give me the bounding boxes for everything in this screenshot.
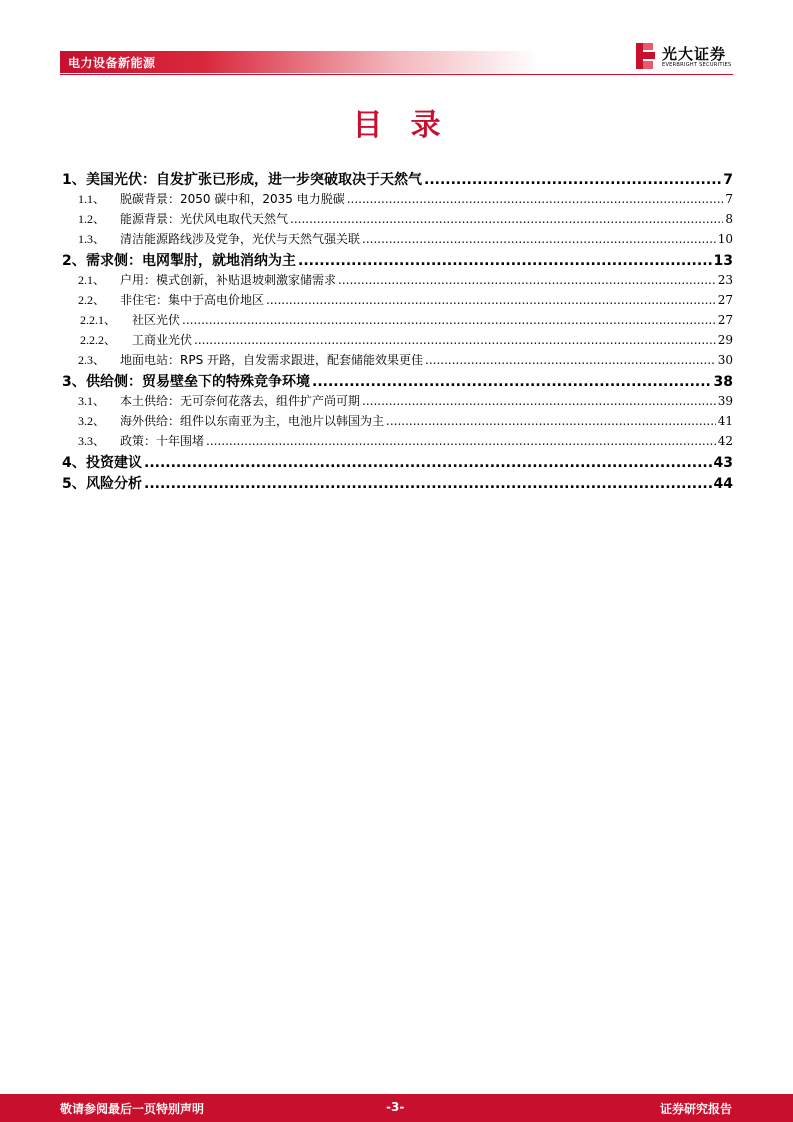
logo-chinese-name: 光大证券: [662, 45, 727, 63]
toc-entry[interactable]: [60, 452, 733, 473]
toc-entry[interactable]: [60, 250, 733, 271]
toc-entry-number: 5、: [62, 476, 86, 492]
toc-entry-number: 4、: [62, 455, 86, 471]
toc-entry-title: 社区光伏: [132, 313, 181, 327]
toc-entry-number: 1.1、: [78, 192, 106, 206]
toc-entry[interactable]: [60, 230, 733, 250]
toc-entry[interactable]: [60, 331, 733, 351]
toc-entry-title: 投资建议: [86, 455, 142, 471]
toc-entry[interactable]: [60, 432, 733, 452]
toc-entry-page: 7: [723, 172, 733, 188]
toc-entry-page: 23: [717, 273, 733, 287]
toc-entry[interactable]: [60, 351, 733, 371]
toc-entry-number: 2.2.2、: [80, 333, 117, 347]
toc-entry-title: 本土供给：无可奈何花落去，组件扩产尚可期: [120, 394, 361, 408]
toc-leader-dots: [338, 273, 716, 287]
toc-entry-number: 2.3、: [78, 353, 106, 367]
toc-entry-number: 2.1、: [78, 273, 106, 287]
toc-entry-title: 供给侧：贸易壁垒下的特殊竞争环境: [86, 374, 310, 390]
table-of-contents: [60, 169, 733, 494]
toc-entry-page: 29: [717, 333, 733, 347]
toc-entry-title: 地面电站：RPS 开路，自发需求跟进，配套储能效果更佳: [120, 353, 424, 367]
logo-mark-icon: [634, 42, 656, 70]
toc-entry-page: 38: [713, 374, 733, 390]
toc-entry-number: 3.3、: [78, 434, 106, 448]
toc-leader-dots: [298, 253, 712, 269]
toc-entry-page: 41: [717, 414, 733, 428]
toc-leader-dots: [386, 414, 716, 428]
toc-entry-page: 7: [725, 192, 733, 206]
toc-entry-number: 3.2、: [78, 414, 106, 428]
header-divider: [60, 74, 733, 75]
toc-leader-dots: [425, 353, 716, 367]
toc-leader-dots: [362, 232, 716, 246]
toc-leader-dots: [182, 313, 716, 327]
toc-entry[interactable]: [60, 473, 733, 494]
toc-entry-page: 27: [717, 293, 733, 307]
toc-leader-dots: [362, 394, 716, 408]
toc-entry[interactable]: [60, 392, 733, 412]
toc-entry-title: 需求侧：电网掣肘，就地消纳为主: [86, 253, 296, 269]
section-tag: [60, 51, 540, 73]
toc-entry-title: 清洁能源路线涉及党争，光伏与天然气强关联: [120, 232, 361, 246]
toc-entry-title: 非住宅：集中于高电价地区: [120, 293, 265, 307]
toc-entry-number: 1.2、: [78, 212, 106, 226]
toc-entry-page: 30: [717, 353, 733, 367]
toc-entry-title: 户用：模式创新，补贴退坡刺激家储需求: [120, 273, 337, 287]
toc-entry-number: 2.2.1、: [80, 313, 117, 327]
toc-leader-dots: [347, 192, 724, 206]
toc-entry-title: 脱碳背景：2050 碳中和，2035 电力脱碳: [120, 192, 345, 206]
footer-disclaimer: 敬请参阅最后一页特别声明: [60, 1102, 205, 1116]
toc-entry-page: 42: [717, 434, 733, 448]
company-logo: [634, 42, 734, 72]
footer-page-number: -3-: [386, 1100, 405, 1114]
toc-leader-dots: [144, 455, 712, 471]
toc-entry[interactable]: [60, 169, 733, 190]
toc-leader-dots: [206, 434, 716, 448]
toc-entry-page: 10: [717, 232, 733, 246]
toc-entry[interactable]: [60, 311, 733, 331]
toc-entry-number: 3.1、: [78, 394, 106, 408]
section-tag-label: 电力设备新能源: [68, 56, 156, 70]
toc-entry-number: 2、: [62, 253, 86, 269]
logo-english-name: EVERBRIGHT SECURITIES: [662, 62, 732, 68]
toc-entry-number: 1.3、: [78, 232, 106, 246]
toc-entry-page: 27: [717, 313, 733, 327]
toc-leader-dots: [424, 172, 721, 188]
toc-entry[interactable]: [60, 271, 733, 291]
toc-entry[interactable]: [60, 412, 733, 432]
footer-report-type: 证券研究报告: [660, 1102, 733, 1116]
toc-entry-page: 39: [717, 394, 733, 408]
toc-entry-title: 风险分析: [86, 476, 142, 492]
toc-leader-dots: [312, 374, 712, 390]
toc-entry-page: 13: [713, 253, 733, 269]
toc-leader-dots: [290, 212, 723, 226]
page-title: 目录: [352, 108, 469, 143]
toc-entry-number: 3、: [62, 374, 86, 390]
toc-entry-number: 1、: [62, 172, 86, 188]
toc-entry-title: 美国光伏：自发扩张已形成，进一步突破取决于天然气: [86, 172, 422, 188]
toc-entry-page: 8: [725, 212, 733, 226]
toc-entry-title: 能源背景：光伏风电取代天然气: [120, 212, 289, 226]
toc-entry-page: 43: [713, 455, 733, 471]
toc-entry-title: 海外供给：组件以东南亚为主，电池片以韩国为主: [120, 414, 385, 428]
toc-entry-page: 44: [713, 476, 733, 492]
toc-leader-dots: [266, 293, 716, 307]
toc-entry[interactable]: [60, 291, 733, 311]
toc-entry-number: 2.2、: [78, 293, 106, 307]
page-footer: [0, 1094, 793, 1122]
toc-entry[interactable]: [60, 210, 733, 230]
toc-entry[interactable]: [60, 371, 733, 392]
toc-leader-dots: [194, 333, 716, 347]
toc-entry-title: 政策：十年围堵: [120, 434, 205, 448]
toc-leader-dots: [144, 476, 712, 492]
toc-entry[interactable]: [60, 190, 733, 210]
toc-entry-title: 工商业光伏: [132, 333, 193, 347]
